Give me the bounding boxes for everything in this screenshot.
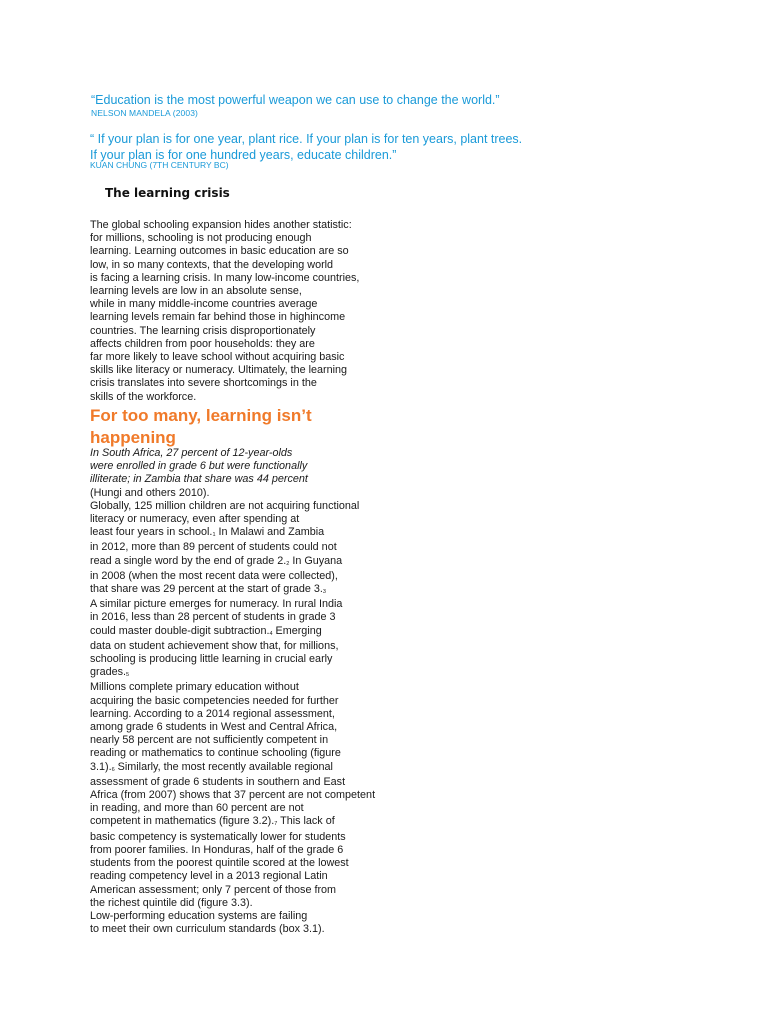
paragraph-learning-not-happening [90, 447, 375, 936]
footnote-marker: 2 [286, 560, 290, 567]
text-line [90, 666, 375, 681]
text-line: schooling is producing little learning in crucial early [90, 653, 333, 666]
text-line: to meet their own curriculum standards (box 3.1). [90, 923, 325, 936]
text-line [90, 625, 375, 640]
text-span: In Malawi and Zambia [215, 526, 325, 539]
text-line: from poorer families. In Honduras, half of the grade 6 [90, 843, 344, 856]
text-span: 3.1). [90, 760, 112, 773]
text-line: American assessment; only 7 percent of those from [90, 883, 337, 896]
text-line: Millions complete primary education without [90, 681, 299, 694]
text-line: in 2008 (when the most recent data were collected), [90, 569, 338, 582]
text-line [90, 555, 375, 570]
quote-kuan-chung [90, 131, 530, 163]
text-line: is facing a learning crisis. In many low-income countries, [90, 271, 360, 284]
text-line: reading competency level in a 2013 regional Latin [90, 870, 328, 883]
text-span: competent in mathematics (figure 3.2). [90, 815, 275, 828]
text-line: Africa (from 2007) shows that 37 percent are not competent [90, 789, 376, 802]
text-line: skills of the workforce. [90, 390, 197, 403]
text-line: skills like literacy or numeracy. Ultimately, the learning [90, 364, 348, 377]
headline-line: happening [90, 428, 176, 447]
quote-mandela-source: NELSON MANDELA (2003) [91, 108, 198, 118]
text-line: A similar picture emerges for numeracy. In rural India [90, 598, 343, 611]
text-span: This lack of [277, 815, 335, 828]
text-span: read a single word by the end of grade 2. [90, 554, 287, 567]
text-span: Similarly, the most recently available regional [114, 760, 333, 773]
quote-mandela: “Education is the most powerful weapon we can use to change the world.” [91, 93, 500, 107]
italic-lead-line: In South Africa, 27 percent of 12-year-olds [90, 447, 293, 459]
footnote-marker: 6 [111, 766, 115, 773]
text-line: data on student achievement show that, for millions, [90, 639, 339, 652]
section-headline [90, 405, 312, 449]
quote-line: If your plan is for one hundred years, educate children.” [90, 148, 397, 162]
footnote-marker: 3 [322, 589, 326, 596]
text-line: among grade 6 students in West and Central Africa, [90, 721, 338, 734]
text-line [90, 761, 375, 776]
text-line [90, 583, 375, 598]
footnote-marker: 7 [274, 821, 278, 828]
italic-lead-line: were enrolled in grade 6 but were functionally [90, 460, 308, 473]
text-line: affects children from poor households: they are [90, 337, 315, 350]
text-line: basic competency is systematically lower for students [90, 830, 346, 843]
text-line: far more likely to leave school without acquiring basic [90, 351, 345, 364]
text-line: The global schooling expansion hides another statistic: [90, 219, 352, 231]
text-line: the richest quintile did (figure 3.3). [90, 896, 253, 909]
text-line: learning. According to a 2014 regional assessment, [90, 707, 335, 720]
text-line: in 2012, more than 89 percent of students could not [90, 541, 337, 554]
footnote-marker: 5 [126, 672, 130, 679]
text-line: reading or mathematics to continue schooling (figure [90, 747, 341, 760]
text-span: could master double-digit subtraction. [90, 624, 270, 637]
text-line: learning levels are low in an absolute sense, [90, 285, 302, 298]
headline-line: For too many, learning isn’t [90, 406, 312, 425]
text-line: while in many middle-income countries average [90, 298, 318, 311]
section-title: The learning crisis [105, 186, 230, 200]
text-line: learning levels remain far behind those in highincome [90, 311, 346, 324]
footnote-marker: 1 [212, 532, 216, 539]
paragraph-learning-crisis [90, 219, 359, 404]
italic-lead-line: illiterate; in Zambia that share was 44 percent [90, 473, 308, 486]
text-line: in reading, and more than 60 percent are not [90, 802, 304, 815]
text-line: for millions, schooling is not producing enough [90, 232, 312, 245]
text-line: Globally, 125 million children are not acquiring functional [90, 499, 360, 512]
text-line [90, 815, 375, 830]
text-span: In Guyana [289, 554, 343, 567]
text-line: low, in so many contexts, that the developing world [90, 258, 334, 271]
text-line: acquiring the basic competencies needed for further [90, 694, 339, 707]
text-line: assessment of grade 6 students in southern and East [90, 775, 346, 788]
text-line: literacy or numeracy, even after spending at [90, 513, 300, 526]
footnote-marker: 4 [269, 630, 273, 637]
text-line: crisis translates into severe shortcomings in the [90, 377, 317, 390]
text-line: learning. Learning outcomes in basic education are so [90, 245, 349, 258]
text-line: countries. The learning crisis disproportionately [90, 324, 316, 337]
text-line: students from the poorest quintile scored at the lowest [90, 857, 349, 870]
quote-line: “ If your plan is for one year, plant rice. If your plan is for ten years, plant trees. [90, 132, 523, 146]
text-span: least four years in school. [90, 526, 213, 539]
text-line [90, 526, 375, 541]
text-line: (Hungi and others 2010). [90, 486, 210, 499]
quote-kuan-chung-source: KUAN CHUNG (7TH CENTURY BC) [90, 160, 229, 170]
text-span: grades. [90, 666, 127, 679]
text-line: in 2016, less than 28 percent of students in grade 3 [90, 611, 336, 624]
text-line: nearly 58 percent are not sufficiently competent in [90, 734, 329, 747]
text-line: Low-performing education systems are failing [90, 909, 308, 922]
text-span: Emerging [272, 624, 322, 637]
text-span: that share was 29 percent at the start of grade 3. [90, 583, 323, 596]
